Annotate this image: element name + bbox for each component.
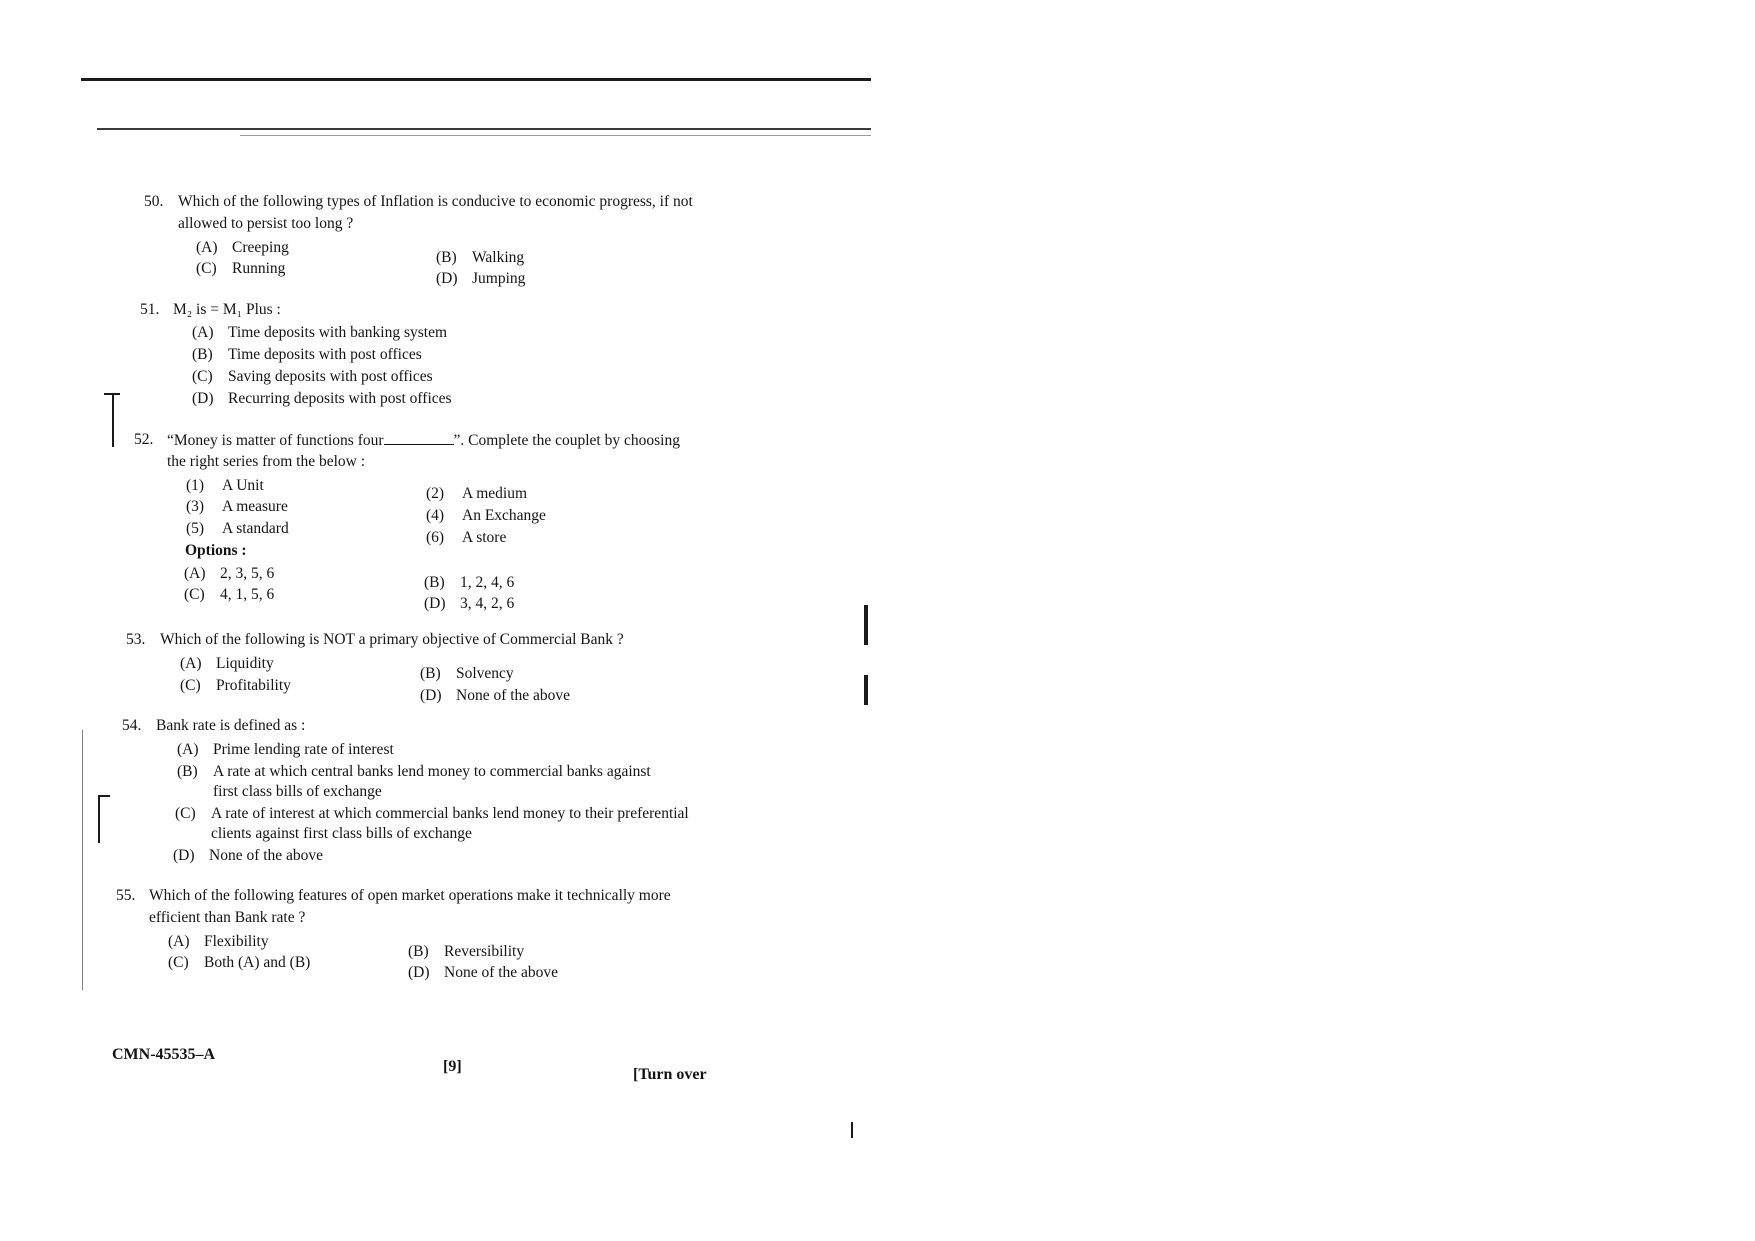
question-stem: Which of the following features of open market operations make it technically more	[149, 887, 671, 904]
option-a[interactable]: (A) Liquidity	[180, 655, 274, 672]
question-stem: allowed to persist too long ?	[178, 215, 354, 232]
item-6: (6) A store	[426, 529, 507, 546]
question-51	[140, 300, 560, 410]
question-number: 52.	[134, 431, 154, 448]
item-5: (5) A standard	[186, 520, 289, 537]
scan-edge-mark	[864, 605, 868, 645]
option-a[interactable]: (A) Time deposits with banking system	[192, 324, 448, 341]
question-number: 51.	[140, 301, 160, 318]
question-55	[116, 886, 676, 986]
option-d[interactable]: (D) Jumping	[436, 270, 526, 287]
item-2: (2) A medium	[426, 485, 528, 502]
top-rule	[81, 78, 871, 81]
option-b[interactable]: (B) Time deposits with post offices	[192, 346, 422, 363]
option-d[interactable]: (D) None of the above	[173, 847, 324, 864]
item-1: (1) A Unit	[186, 477, 264, 494]
pen-mark	[98, 795, 110, 797]
option-d[interactable]: (D) Recurring deposits with post offices	[192, 390, 452, 407]
option-a[interactable]: (A) Creeping	[196, 239, 289, 256]
pen-mark	[112, 395, 114, 447]
option-d[interactable]: (D) 3, 4, 2, 6	[424, 595, 515, 612]
item-4: (4) An Exchange	[426, 507, 546, 524]
question-52	[134, 430, 694, 616]
question-number: 53.	[126, 631, 146, 648]
blank-line	[384, 430, 454, 445]
option-b-continuation: first class bills of exchange	[213, 783, 382, 800]
question-stem: the right series from the below :	[167, 453, 366, 470]
option-b[interactable]: (B) A rate at which central banks lend money to commercial banks against	[177, 763, 651, 780]
question-stem: “Money is matter of functions four ”. Complete the couplet by choosing	[167, 432, 680, 449]
option-b[interactable]: (B) Reversibility	[408, 943, 525, 960]
question-stem: Which of the following is NOT a primary objective of Commercial Bank ?	[160, 631, 624, 648]
option-d[interactable]: (D) None of the above	[420, 687, 571, 704]
turn-over-note: [Turn over	[633, 1066, 707, 1083]
option-b[interactable]: (B) 1, 2, 4, 6	[424, 574, 515, 591]
question-53	[126, 630, 646, 710]
paper-code: CMN-45535–A	[112, 1046, 216, 1063]
question-number: 50.	[144, 193, 164, 210]
header-rule	[97, 128, 871, 130]
option-d[interactable]: (D) None of the above	[408, 964, 559, 981]
option-c-continuation: clients against first class bills of exchange	[211, 825, 472, 842]
option-c[interactable]: (C) Running	[196, 260, 286, 277]
option-b[interactable]: (B) Walking	[436, 249, 525, 266]
option-c[interactable]: (C) Saving deposits with post offices	[192, 368, 433, 385]
option-c[interactable]: (C) A rate of interest at which commercial banks lend money to their preferential	[175, 805, 689, 822]
question-stem: M₂ is = M₁ Plus :	[173, 301, 281, 318]
option-c[interactable]: (C) 4, 1, 5, 6	[184, 586, 275, 603]
option-a[interactable]: (A) Prime lending rate of interest	[177, 741, 394, 758]
question-stem: Bank rate is defined as :	[156, 717, 306, 734]
question-54	[122, 716, 689, 866]
question-stem: Which of the following types of Inflation is conducive to economic progress, if not	[178, 193, 693, 210]
question-stem: efficient than Bank rate ?	[149, 909, 306, 926]
pen-mark	[98, 795, 100, 843]
question-number: 54.	[122, 717, 142, 734]
options-label: Options :	[185, 542, 247, 559]
option-b[interactable]: (B) Solvency	[420, 665, 514, 682]
option-c[interactable]: (C) Profitability	[180, 677, 291, 694]
option-a[interactable]: (A) 2, 3, 5, 6	[184, 565, 275, 582]
page-number: [9]	[443, 1058, 462, 1075]
option-a[interactable]: (A) Flexibility	[168, 933, 269, 950]
option-c[interactable]: (C) Both (A) and (B)	[168, 954, 311, 971]
pen-mark	[104, 393, 120, 395]
scan-edge-mark	[82, 730, 83, 990]
question-number: 55.	[116, 887, 136, 904]
header-rule-faint	[240, 135, 871, 136]
question-50	[144, 192, 704, 292]
scan-edge-mark	[864, 675, 868, 705]
item-3: (3) A measure	[186, 498, 288, 515]
scan-edge-mark	[851, 1122, 853, 1138]
